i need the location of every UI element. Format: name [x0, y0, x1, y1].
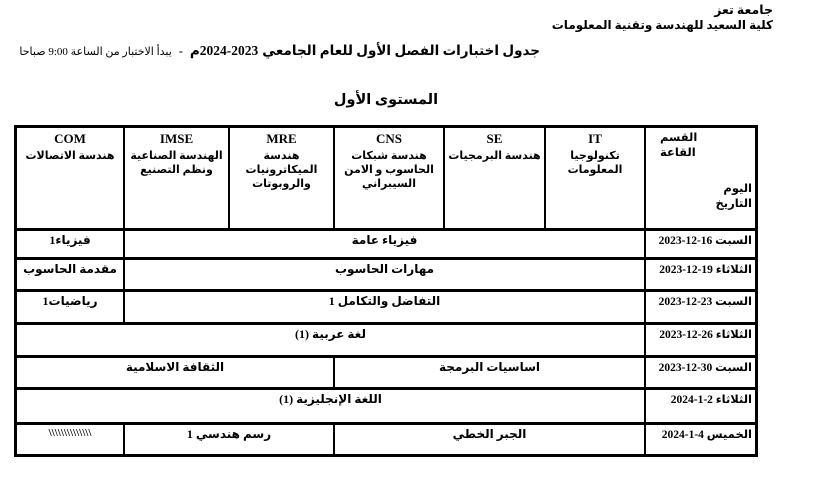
- dept-name: هندسة شبكات الحاسوب و الامن السيبراني: [344, 150, 434, 190]
- dept-header-IT: [546, 128, 646, 228]
- day-label: السبت: [715, 362, 752, 374]
- corner-dept-label: القسم: [660, 132, 698, 144]
- dept-code: IMSE: [159, 131, 194, 146]
- exam-start-note: يبدأ الاختبار من الساعة 9:00 صباحا: [19, 46, 172, 58]
- exam-row: [17, 322, 755, 355]
- schedule-year: 2024-2023: [199, 43, 259, 58]
- dept-code: SE: [486, 131, 503, 146]
- title-separator: -: [178, 44, 183, 58]
- exam-schedule-table: [14, 125, 758, 457]
- dept-header-CNS: [335, 128, 445, 228]
- date-cell: [646, 390, 755, 422]
- day-label: الثلاثاء: [715, 329, 752, 341]
- subject-cell: مهارات الحاسوب: [125, 260, 646, 289]
- college-name: كلية السعيد للهندسة وتقنية المعلومات: [551, 18, 773, 32]
- subject-cell: لغة عربية (1): [17, 325, 646, 355]
- exam-row: [17, 257, 755, 289]
- dept-name: هندسة الاتصالات: [25, 150, 115, 162]
- date-value: 2023-12-26: [659, 329, 713, 341]
- subject-cell: الثقافة الاسلامية: [17, 358, 335, 387]
- dept-name: هندسة البرمجيات: [448, 150, 541, 162]
- date-value: 2024-1-2: [670, 394, 713, 406]
- table-header-row: [17, 128, 755, 228]
- subject-cell: اساسيات البرمجة: [335, 358, 646, 387]
- subject-cell: فيزياء1: [17, 231, 125, 257]
- date-value: 2023-12-19: [659, 264, 713, 276]
- dept-name: الهندسة الصناعية ونظم التصنيع: [130, 150, 223, 176]
- corner-dept-room-labels: [660, 131, 697, 161]
- date-value: 2024-1-4: [661, 429, 704, 441]
- date-cell: [646, 425, 755, 454]
- dept-header-IMSE: [125, 128, 230, 228]
- date-value: 2023-12-23: [658, 296, 713, 308]
- exam-row: [17, 355, 755, 387]
- exam-row: [17, 228, 755, 257]
- university-name: جامعة تعز: [714, 3, 773, 17]
- schedule-title-line: [19, 42, 540, 60]
- subject-cell: رسم هندسي 1: [125, 425, 335, 454]
- exam-row: [17, 387, 755, 422]
- hatch-cell: \\\\\\\\\\\\\\: [17, 425, 125, 454]
- corner-day-label: اليوم: [723, 183, 752, 195]
- dept-code: MRE: [266, 131, 297, 146]
- date-cell: [646, 358, 755, 387]
- dept-code: CNS: [376, 131, 403, 146]
- dept-header-COM: [17, 128, 125, 228]
- subject-cell: مقدمة الحاسوب: [17, 260, 125, 289]
- subject-cell: الجبر الخطي: [335, 425, 646, 454]
- dept-name: هندسة الميكاترونيات والروبوتات: [245, 150, 318, 190]
- day-label: السبت: [715, 296, 752, 308]
- corner-date-label: التاريخ: [715, 198, 752, 210]
- corner-room-label: القاعة: [660, 147, 696, 159]
- dept-code: COM: [54, 131, 86, 146]
- exam-row: [17, 289, 755, 322]
- day-label: السبت: [715, 235, 752, 247]
- date-value: 2023-12-30: [658, 362, 713, 374]
- corner-day-date-labels: [716, 182, 753, 212]
- exam-row: [17, 422, 755, 454]
- subject-cell: التفاضل والتكامل 1: [125, 292, 646, 322]
- letterhead: [552, 3, 773, 33]
- subject-cell: فيزياء عامة: [125, 231, 646, 257]
- date-cell: [646, 260, 755, 289]
- dept-name: تكنولوجيا المعلومات: [567, 150, 623, 176]
- dept-code: IT: [588, 131, 602, 146]
- day-label: الثلاثاء: [715, 394, 752, 406]
- date-cell: [646, 325, 755, 355]
- schedule-title: جدول اختبارات الفصل الأول للعام الجامعي: [262, 43, 540, 58]
- subject-cell: اللغة الإنجليزية (1): [17, 390, 646, 422]
- date-value: 2023-12-16: [658, 235, 713, 247]
- level-heading: المستوى الأول: [333, 92, 439, 108]
- dept-header-SE: [445, 128, 546, 228]
- corner-cell: [646, 128, 755, 228]
- schedule-year-suffix: م: [189, 43, 200, 58]
- date-cell: [646, 292, 755, 322]
- dept-header-MRE: [230, 128, 335, 228]
- subject-cell: رياضيات1: [17, 292, 125, 322]
- day-label: الخميس: [706, 429, 752, 441]
- day-label: الثلاثاء: [715, 264, 752, 276]
- date-cell: [646, 231, 755, 257]
